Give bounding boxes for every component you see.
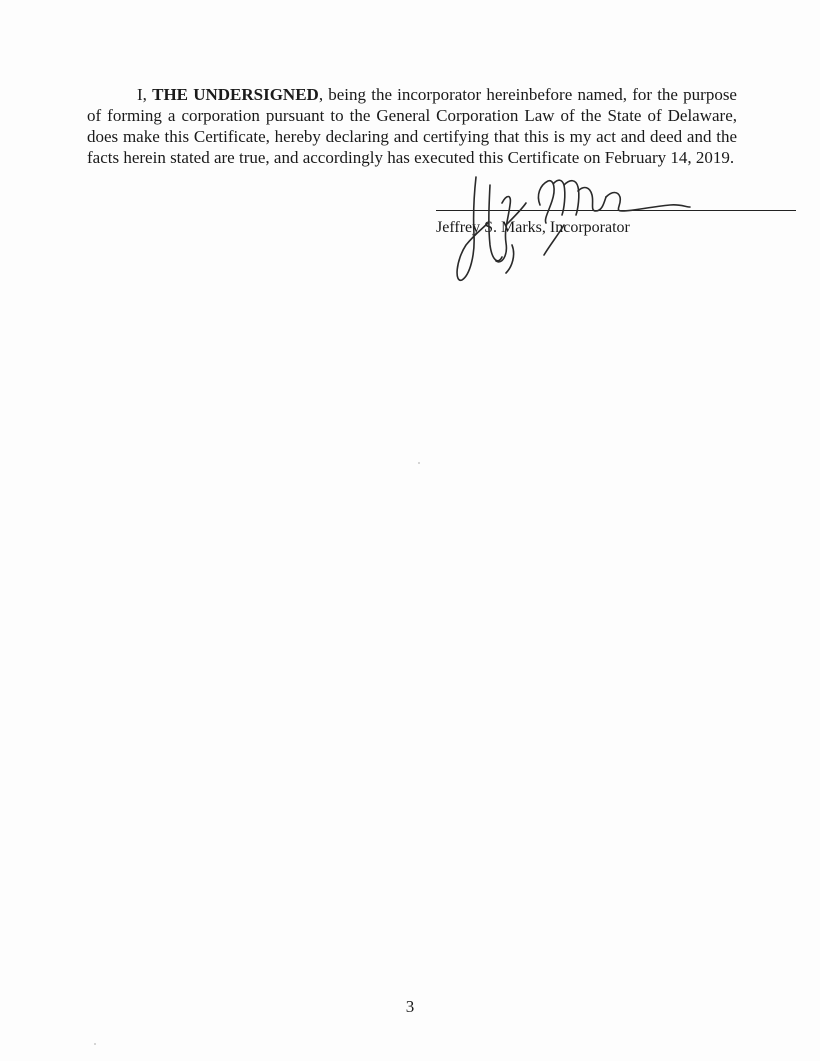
paragraph-body: , being the incorporator hereinbefore named, for the purpose of forming a corporation pursuant to the General Corporation Law of the State of Delaware, does make this Certificate, hereby declaring and certifying that this is my act and deed and the facts herein stated are true, and accordingly has executed this Certificate on February 14, 2019. [87, 85, 737, 167]
page-number: 3 [405, 997, 415, 1016]
handwritten-signature [440, 165, 700, 295]
signatory-caption: Jeffrey S. Marks, Incorporator [436, 219, 630, 236]
scan-speck [94, 1043, 96, 1045]
certification-paragraph [87, 84, 737, 168]
scan-speck [418, 462, 420, 464]
paragraph-emphasis: THE UNDERSIGNED [152, 85, 319, 104]
paragraph-lead: I, [137, 85, 153, 104]
